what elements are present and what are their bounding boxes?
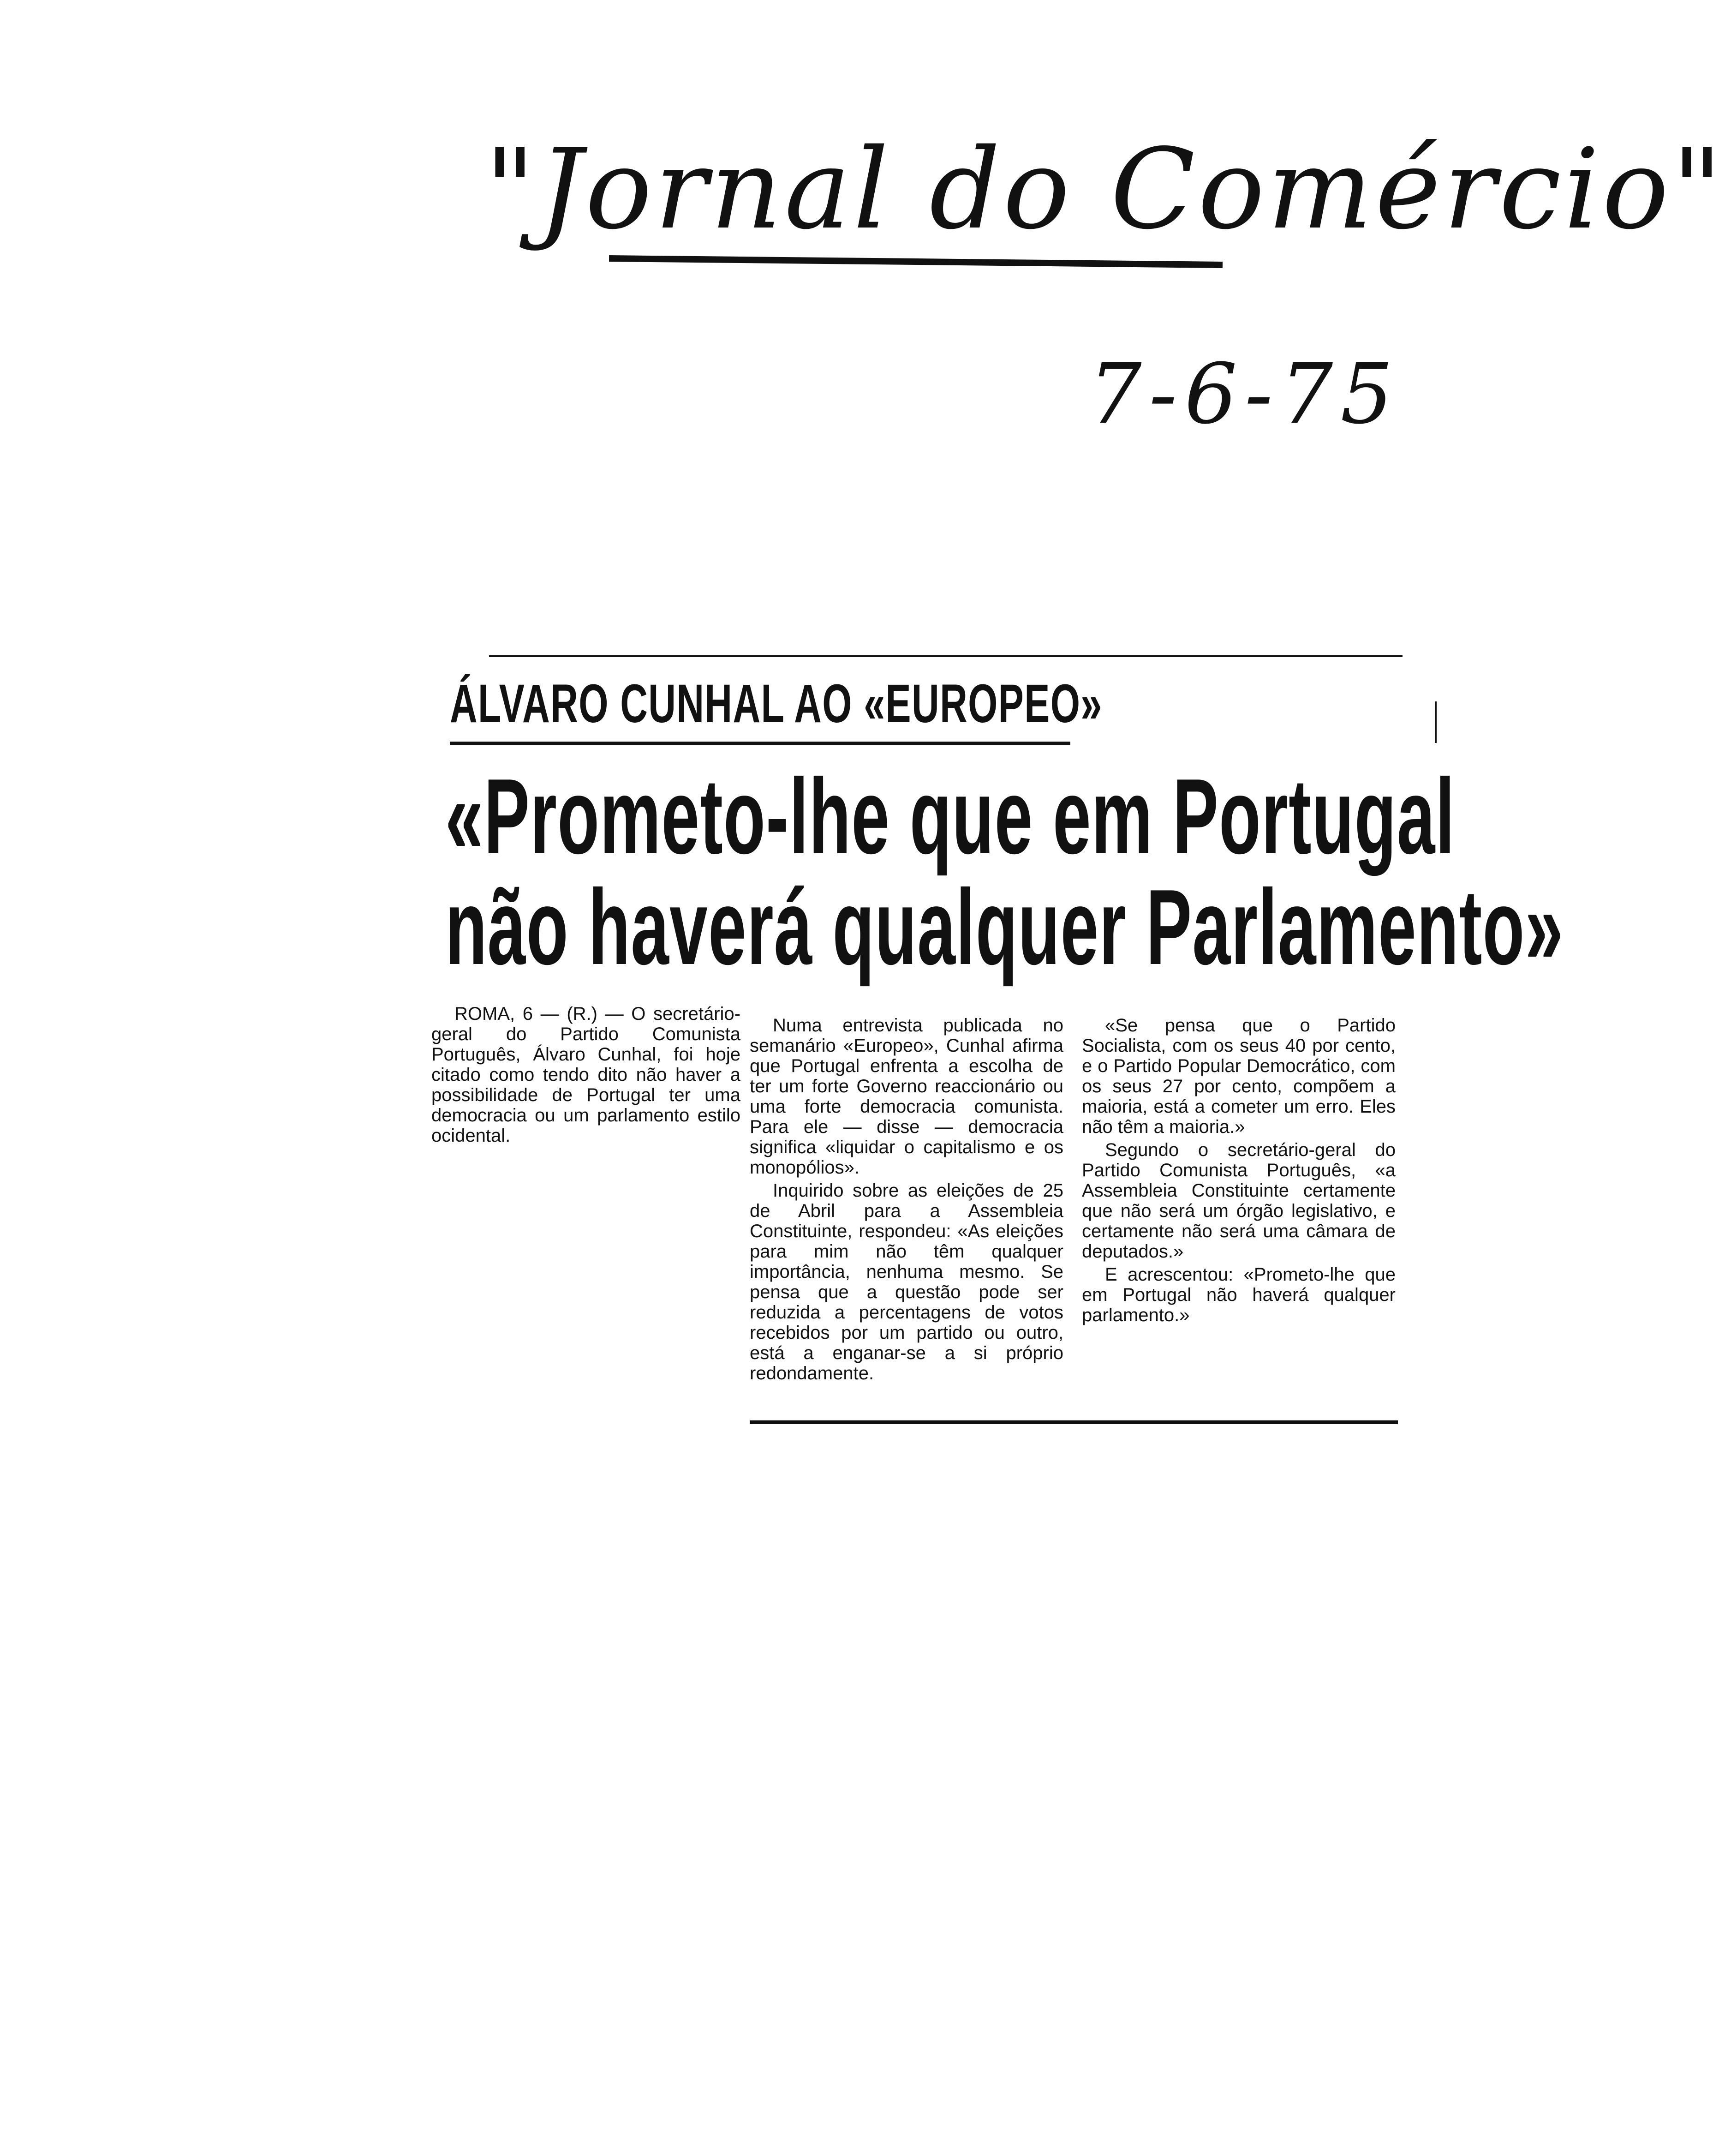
article-paragraph: Numa entrevista publicada no semanário «Europeo», Cunhal afirma que Portugal enfrenta a escolha de ter um forte Governo reaccionário ou uma forte democracia comunista. Para ele — disse — democracia significa «liquidar o capitalismo e os monopólios».: [750, 1015, 1063, 1178]
headline-line-2: não haverá qualquer Parlamento»: [445, 868, 1564, 987]
handwritten-underline: [609, 255, 1223, 268]
clipping-edge-mark: [1435, 701, 1437, 743]
article-column-2: [750, 1015, 1063, 1386]
article-headline: [445, 757, 1564, 987]
article-paragraph: E acrescentou: «Prometo-lhe que em Portugal não haverá qualquer parlamento.»: [1082, 1264, 1396, 1325]
article-column-1: [431, 1004, 740, 1149]
article-paragraph: Segundo o secretário-geral do Partido Comunista Português, «a Assembleia Constituinte certamente que não será um órgão legislativo, e certamente não será uma câmara de deputados.»: [1082, 1140, 1396, 1262]
article-paragraph: Inquirido sobre as eleições de 25 de Abril para a Assembleia Constituinte, respondeu: «As eleições para mim não têm qualquer importância, nenhuma mesmo. Se pensa que a questão pode ser reduzida a percentagens de votos recebidos por um partido ou outro, está a enganar-se a si próprio redondamente.: [750, 1180, 1063, 1383]
handwritten-newspaper-name: "Jornal do Comércio": [484, 125, 1725, 254]
handwritten-date: 7-6-75: [1089, 346, 1401, 443]
article-column-3: [1082, 1015, 1396, 1328]
top-rule: [489, 655, 1403, 657]
article-kicker: ÁLVARO CUNHAL AO «EUROPEO»: [450, 673, 1103, 734]
headline-line-1: «Prometo-lhe que em Portugal: [445, 757, 1456, 876]
bottom-rule: [750, 1420, 1398, 1424]
kicker-underline: [450, 742, 1070, 745]
article-paragraph: ROMA, 6 — (R.) — O secretário-geral do Partido Comunista Português, Álvaro Cunhal, foi hoje citado como tendo dito não haver a possibilidade de Portugal ter uma democracia ou um parlamento estilo ocidental.: [431, 1004, 740, 1146]
article-paragraph: «Se pensa que o Partido Socialista, com os seus 40 por cento, e o Partido Popular Democrático, com os seus 27 por cento, compõem a maioria, está a cometer um erro. Eles não têm a maioria.»: [1082, 1015, 1396, 1137]
